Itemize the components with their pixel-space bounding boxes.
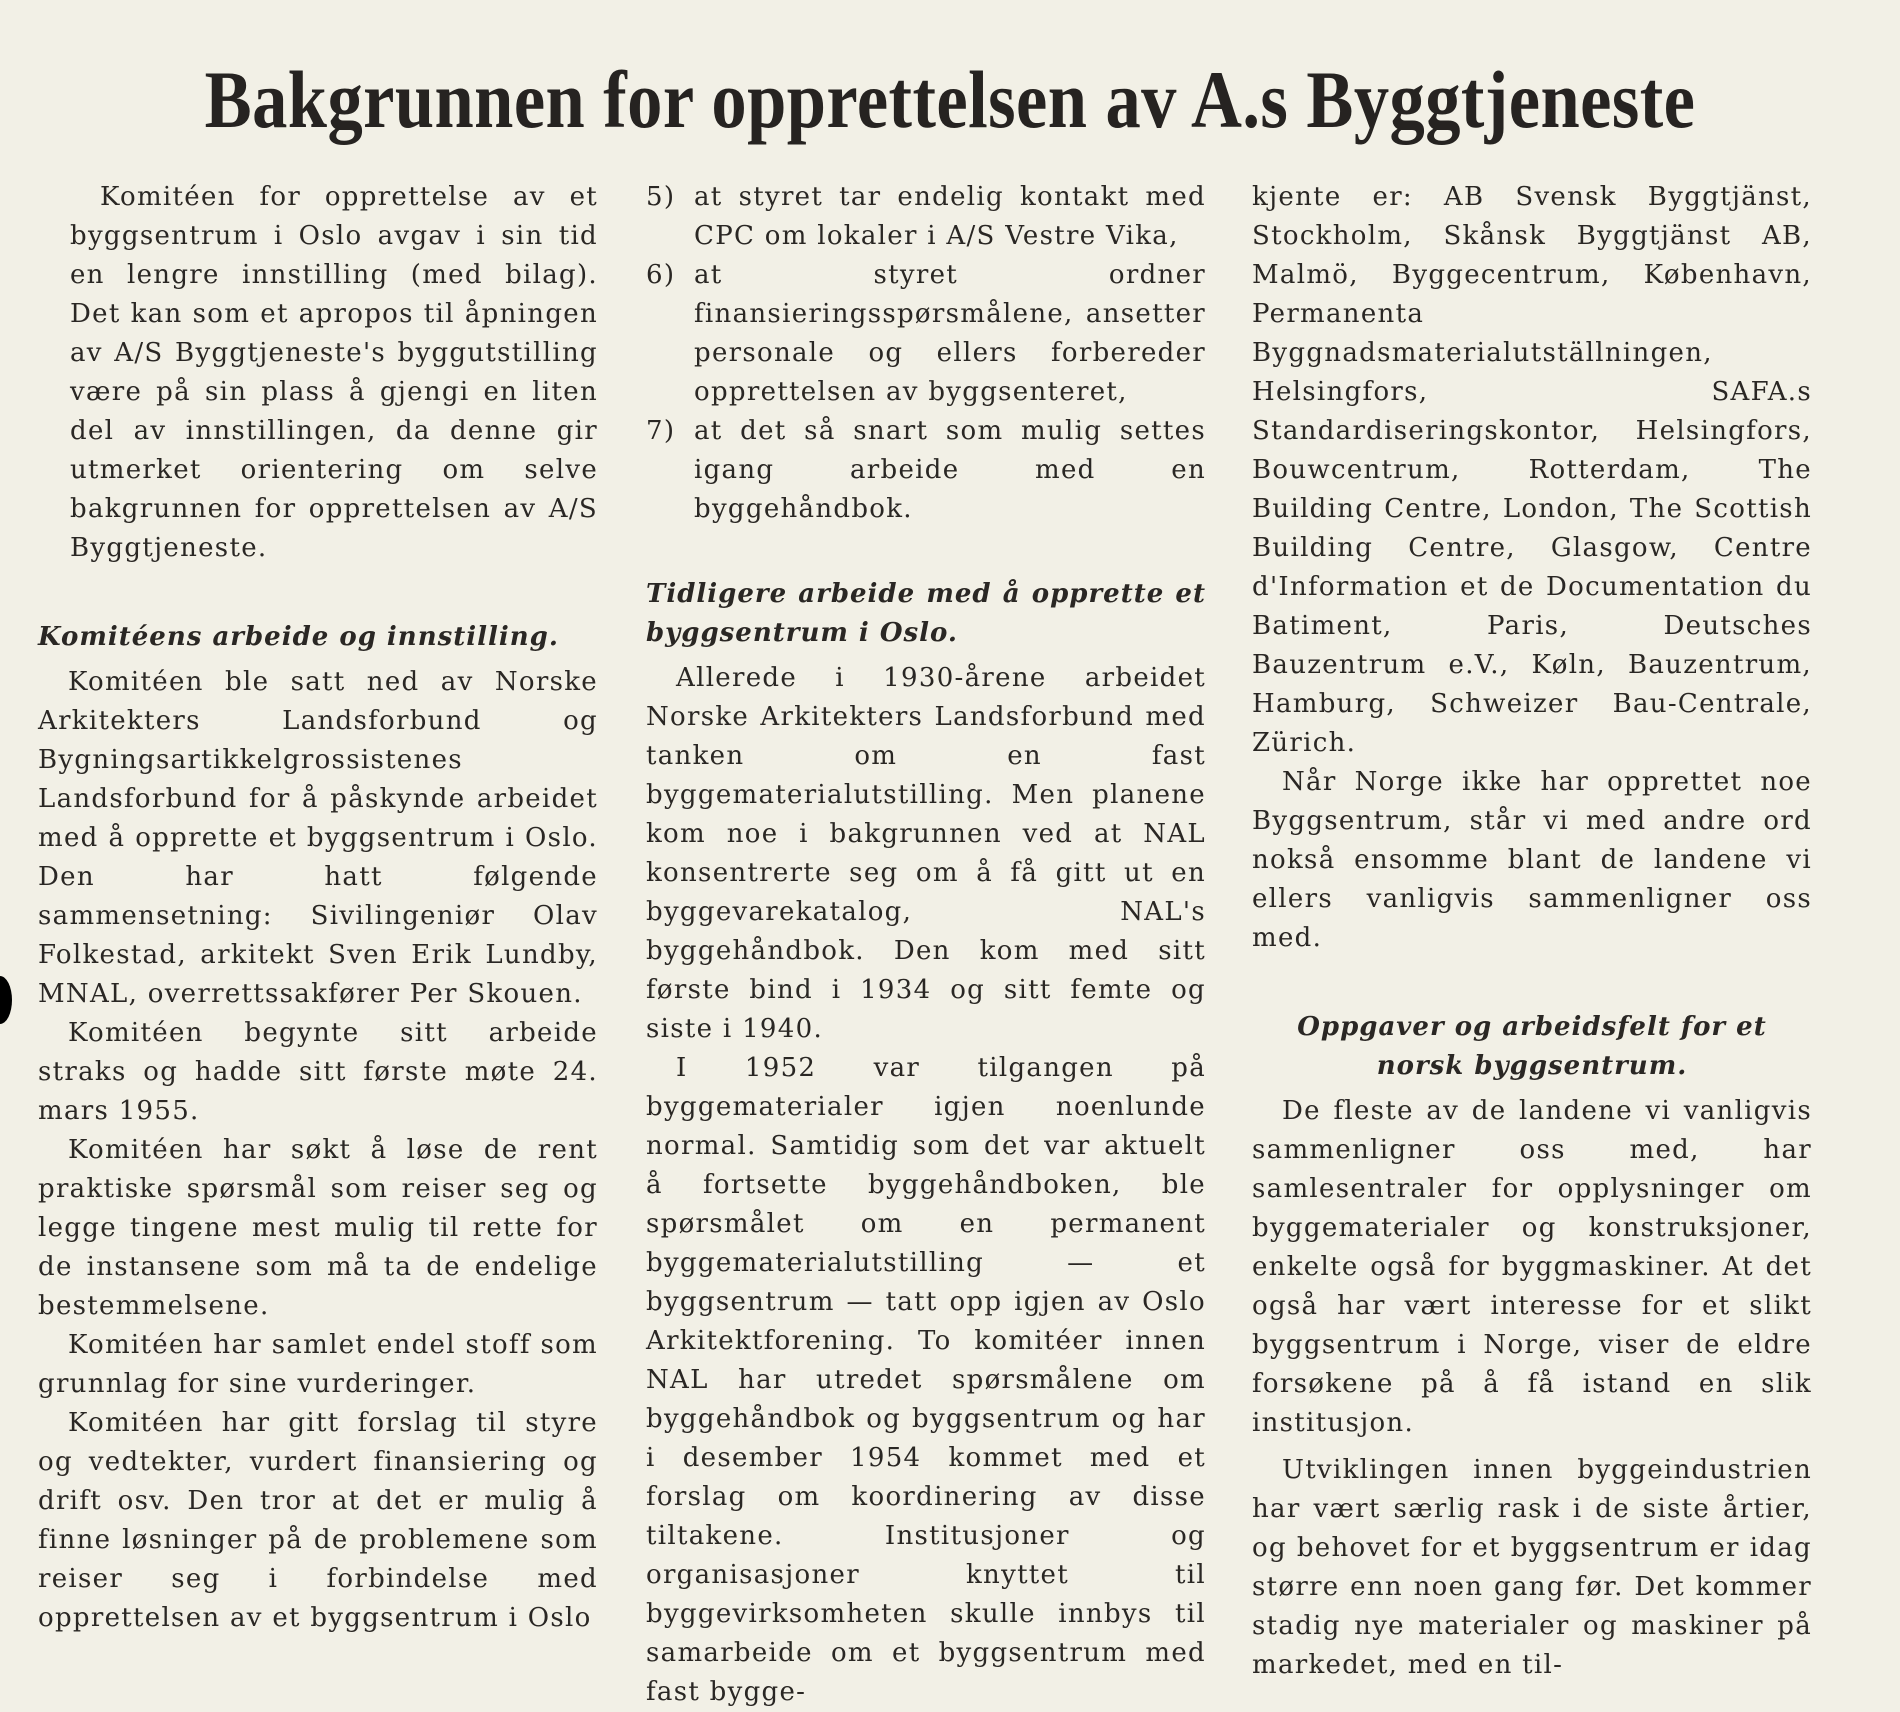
column-left — [38, 178, 598, 1638]
intro-paragraph: Komitéen for opprettelse av et byggsentrum i Oslo avgav i sin tid en lengre innstilling (med bilag). Det kan som et apropos til åpningen av A/S Byggtjeneste's byggutstilling være på sin plass å gjengi en liten del av innstillingen, da denne gir utmerket orientering om selve bakgrunnen for opprettelsen av A/S Byggtjeneste. — [70, 182, 598, 563]
list-item — [646, 256, 1206, 412]
list-item — [646, 178, 1206, 256]
list-number: 5) — [646, 182, 676, 212]
body-paragraph: Komitéen begynte sitt arbeide straks og hadde sitt første møte 24. mars 1955. — [38, 1018, 598, 1126]
body-paragraph: Allerede i 1930-årene arbeidet Norske Arkitekters Landsforbund med tanken om en fast byggematerialutstilling. Men planene kom noe i bakgrunnen ved at NAL konsentrerte seg om å få gitt ut en byggevarekatalog, NAL's byggehåndbok. Den kom med sitt første bind i 1934 og sitt femte og siste i 1940. — [646, 663, 1206, 1044]
body-paragraph: Utviklingen innen byggeindustrien har vært særlig rask i de siste årtier, og behovet for et byggsentrum er idag større enn noen gang før. Det kommer stadig nye materialer og maskiner på markedet, med en til- — [1252, 1455, 1812, 1680]
column-middle — [646, 178, 1206, 1712]
page-title: Bakgrunnen for opprettelsen av A.s Byggtjeneste — [204, 54, 1696, 145]
body-paragraph: Når Norge ikke har opprettet noe Byggsentrum, står vi med andre ord nokså ensomme blant de landene vi ellers vanligvis sammenligner oss med. — [1252, 767, 1812, 953]
section-heading: Oppgaver og arbeidsfelt for et norsk byggsentrum. — [1297, 1012, 1767, 1081]
body-paragraph: De fleste av de landene vi vanligvis sammenligner oss med, har samlesentraler for opplysninger om byggematerialer og konstruksjoner, enkelte også for byggmaskiner. At det også har vært interesse for et slikt byggsentrum i Norge, viser de eldre forsøkene på å få istand en slik institusjon. — [1252, 1096, 1812, 1438]
body-paragraph: Komitéen har søkt å løse de rent praktiske spørsmål som reiser seg og legge tingene mest mulig til rette for de instansene som må ta de endelige bestemmelsene. — [38, 1135, 598, 1321]
section-heading: Komitéens arbeide og innstilling. — [38, 622, 559, 652]
list-item — [646, 412, 1206, 529]
body-paragraph: I 1952 var tilgangen på byggematerialer igjen noenlunde normal. Samtidig som det var aktuelt å fortsette byggehåndboken, ble spørsmålet om en permanent byggematerialutstilling — et byggsentrum — tatt opp igjen av Oslo Arkitektforening. To komitéer innen NAL har utredet spørsmålene om byggehåndbok og byggsentrum og har i desember 1954 kommet med et forslag om koordinering av disse tiltakene. Institusjoner og organisasjoner knyttet til byggevirksomheten skulle innbys til samarbeide om et byggsentrum med fast bygge- — [646, 1053, 1206, 1707]
body-paragraph: Komitéen har samlet endel stoff som grunnlag for sine vurderinger. — [38, 1330, 598, 1399]
body-paragraph: Komitéen har gitt forslag til styre og vedtekter, vurdert finansiering og drift osv. Den tror at det er mulig å finne løsninger på de problemene som reiser seg i forbindelse med opprettelsen av et byggsentrum i Oslo — [38, 1408, 598, 1633]
list-number: 6) — [646, 260, 676, 290]
body-paragraph: Komitéen ble satt ned av Norske Arkitekters Landsforbund og Bygningsartikkelgrossistenes Landsforbund for å påskynde arbeidet med å opprette et byggsentrum i Oslo. Den har hatt følgende sammensetning: Sivilingeniør Olav Folkestad, arkitekt Sven Erik Lundby, MNAL, overrettssakfører Per Skouen. — [38, 667, 598, 1009]
list-text: at styret ordner finansieringsspørsmålene, ansetter personale og ellers forbereder opprettelsen av byggsenteret, — [694, 260, 1206, 407]
continued-paragraph: kjente er: AB Svensk Byggtjänst, Stockholm, Skånsk Byggtjänst AB, Malmö, Byggecentrum, København, Permanenta Byggnadsmaterialutställningen, Helsingfors, SAFA.s Standardiseringskontor, Helsingfors, Bouwcentrum, Rotterdam, The Building Centre, London, The Scottish Building Centre, Glasgow, Centre d'Information et de Documentation du Batiment, Paris, Deutsches Bauzentrum e.V., Køln, Bauzentrum, Hamburg, Schweizer Bau-Centrale, Zürich. — [1252, 182, 1812, 758]
list-number: 7) — [646, 416, 676, 446]
binder-hole — [0, 976, 12, 1024]
column-right — [1252, 178, 1812, 1685]
list-text: at det så snart som mulig settes igang arbeide med en byggehåndbok. — [694, 416, 1206, 524]
section-heading: Tidligere arbeide med å opprette et byggsentrum i Oslo. — [646, 579, 1206, 648]
list-text: at styret tar endelig kontakt med CPC om lokaler i A/S Vestre Vika, — [694, 182, 1206, 251]
